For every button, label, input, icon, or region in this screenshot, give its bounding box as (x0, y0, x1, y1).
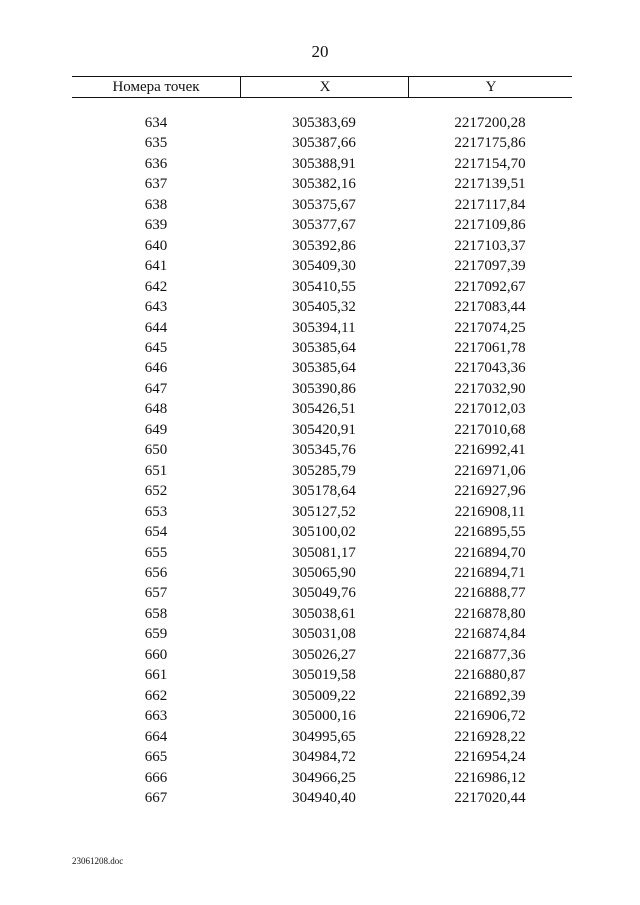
page-number: 20 (311, 42, 329, 61)
y-coordinate-cell: 2216880,87 (454, 667, 526, 684)
table-row (72, 768, 572, 788)
point-number-cell: 651 (144, 462, 168, 479)
point-number-cell: 661 (144, 667, 168, 684)
point-number-cell: 634 (144, 115, 168, 131)
point-number-cell: 644 (144, 319, 168, 336)
point-number-cell: 653 (144, 503, 168, 520)
x-coordinate-cell: 305049,76 (292, 585, 356, 602)
x-coordinate-cell: 304966,25 (292, 769, 356, 786)
x-coordinate-cell: 305019,58 (292, 667, 356, 684)
point-number-cell: 645 (144, 339, 168, 356)
point-number-cell: 655 (144, 544, 168, 561)
x-coordinate-cell: 305377,67 (292, 217, 356, 234)
x-coordinate-cell: 305081,17 (292, 544, 356, 561)
y-coordinate-cell: 2216894,71 (454, 564, 526, 581)
point-number-cell: 654 (144, 524, 168, 541)
table-row (72, 563, 572, 583)
point-number-cell: 647 (144, 380, 168, 397)
table-row (72, 297, 572, 317)
x-coordinate-cell: 305385,64 (292, 360, 356, 377)
x-coordinate-cell: 305405,32 (292, 299, 356, 316)
point-number-cell: 642 (144, 278, 168, 295)
x-coordinate-cell: 305385,64 (292, 339, 356, 356)
y-coordinate-cell: 2217061,78 (454, 339, 526, 356)
point-number-cell: 664 (144, 728, 168, 745)
point-number-cell: 657 (144, 585, 168, 602)
y-coordinate-cell: 2216874,84 (454, 626, 526, 643)
y-coordinate-cell: 2217074,25 (454, 319, 526, 336)
point-number-cell: 636 (144, 155, 168, 172)
table-row (72, 502, 572, 522)
point-number-cell: 658 (144, 605, 168, 622)
y-coordinate-cell: 2217010,68 (454, 421, 526, 438)
point-number-cell: 665 (144, 749, 168, 766)
table-row (72, 440, 572, 460)
table-row (72, 358, 572, 378)
table-header (72, 76, 572, 98)
point-number-cell: 643 (144, 299, 168, 316)
x-coordinate-cell: 305388,91 (292, 155, 356, 172)
table-row (72, 399, 572, 419)
y-coordinate-cell: 2216986,12 (454, 769, 526, 786)
table-row (72, 277, 572, 297)
x-coordinate-cell: 305038,61 (292, 605, 356, 622)
y-coordinate-cell: 2216877,36 (454, 646, 526, 663)
table-row (72, 318, 572, 338)
point-number-cell: 639 (144, 217, 168, 234)
point-number-cell: 662 (144, 687, 168, 704)
table-row (72, 215, 572, 235)
x-coordinate-cell: 305390,86 (292, 380, 356, 397)
y-coordinate-cell: 2217103,37 (454, 237, 526, 254)
column-header-y: Y (408, 77, 573, 97)
y-coordinate-cell: 2217175,86 (454, 135, 526, 152)
y-coordinate-cell: 2216906,72 (454, 708, 526, 725)
x-coordinate-cell: 305394,11 (292, 319, 356, 336)
point-number-cell: 663 (144, 708, 168, 725)
point-number-cell: 660 (144, 646, 168, 663)
x-coordinate-cell: 305100,02 (292, 524, 356, 541)
x-coordinate-cell: 304995,65 (292, 728, 356, 745)
point-number-cell: 667 (144, 789, 168, 806)
x-coordinate-cell: 305065,90 (292, 564, 356, 581)
y-coordinate-cell: 2217092,67 (454, 278, 526, 295)
y-coordinate-cell: 2217020,44 (454, 789, 526, 806)
point-number-cell: 641 (144, 258, 168, 275)
y-coordinate-cell: 2216894,70 (454, 544, 526, 561)
table-row (72, 543, 572, 563)
table-row (72, 727, 572, 747)
column-header-x: X (240, 77, 409, 97)
y-coordinate-cell: 2217012,03 (454, 401, 526, 418)
document-filename: 23061208.doc (72, 856, 124, 866)
y-coordinate-cell: 2216878,80 (454, 605, 526, 622)
y-coordinate-cell: 2217154,70 (454, 155, 526, 172)
table-row (72, 624, 572, 644)
x-coordinate-cell: 305387,66 (292, 135, 356, 152)
x-coordinate-cell: 305127,52 (292, 503, 356, 520)
y-coordinate-cell: 2216892,39 (454, 687, 526, 704)
table-row (72, 133, 572, 153)
table-row (72, 461, 572, 481)
coordinates-table-body (72, 113, 572, 808)
x-coordinate-cell: 304940,40 (292, 789, 356, 806)
x-coordinate-cell: 305420,91 (292, 421, 356, 438)
y-coordinate-cell: 2217139,51 (454, 176, 526, 193)
table-row (72, 379, 572, 399)
table-row (72, 583, 572, 603)
x-coordinate-cell: 305178,64 (292, 483, 356, 500)
y-coordinate-cell: 2216954,24 (454, 749, 526, 766)
y-coordinate-cell: 2217083,44 (454, 299, 526, 316)
y-coordinate-cell: 2216888,77 (454, 585, 526, 602)
table-row (72, 665, 572, 685)
table-row (72, 195, 572, 215)
point-number-cell: 640 (144, 237, 168, 254)
y-coordinate-cell: 2217097,39 (454, 258, 526, 275)
table-row (72, 686, 572, 706)
table-row (72, 338, 572, 358)
x-coordinate-cell: 305410,55 (292, 278, 356, 295)
point-number-cell: 649 (144, 421, 168, 438)
y-coordinate-cell: 2217117,84 (454, 196, 526, 213)
table-row (72, 481, 572, 501)
x-coordinate-cell: 305426,51 (292, 401, 356, 418)
x-coordinate-cell: 305009,22 (292, 687, 356, 704)
y-coordinate-cell: 2216908,11 (454, 503, 526, 520)
table-row (72, 174, 572, 194)
point-number-cell: 646 (144, 360, 168, 377)
table-row (72, 236, 572, 256)
y-coordinate-cell: 2216992,41 (454, 442, 526, 459)
x-coordinate-cell: 305031,08 (292, 626, 356, 643)
point-number-cell: 666 (144, 769, 168, 786)
y-coordinate-cell: 2217200,28 (454, 115, 526, 131)
table-row (72, 604, 572, 624)
y-coordinate-cell: 2216971,06 (454, 462, 526, 479)
x-coordinate-cell: 304984,72 (292, 749, 356, 766)
table-row (72, 706, 572, 726)
x-coordinate-cell: 305026,27 (292, 646, 356, 663)
table-row (72, 113, 572, 133)
point-number-cell: 652 (144, 483, 168, 500)
table-row (72, 788, 572, 808)
table-row (72, 154, 572, 174)
point-number-cell: 656 (144, 564, 168, 581)
x-coordinate-cell: 305375,67 (292, 196, 356, 213)
point-number-cell: 635 (144, 135, 168, 152)
table-row (72, 256, 572, 276)
point-number-cell: 650 (144, 442, 168, 459)
x-coordinate-cell: 305409,30 (292, 258, 356, 275)
table-row (72, 522, 572, 542)
point-number-cell: 637 (144, 176, 168, 193)
x-coordinate-cell: 305000,16 (292, 708, 356, 725)
y-coordinate-cell: 2217109,86 (454, 217, 526, 234)
x-coordinate-cell: 305382,16 (292, 176, 356, 193)
table-row (72, 420, 572, 440)
y-coordinate-cell: 2217032,90 (454, 380, 526, 397)
y-coordinate-cell: 2217043,36 (454, 360, 526, 377)
point-number-cell: 659 (144, 626, 168, 643)
column-header-point-numbers: Номера точек (112, 79, 200, 95)
point-number-cell: 648 (144, 401, 168, 418)
x-coordinate-cell: 305285,79 (292, 462, 356, 479)
point-number-cell: 638 (144, 196, 168, 213)
y-coordinate-cell: 2216928,22 (454, 728, 526, 745)
table-row (72, 747, 572, 767)
y-coordinate-cell: 2216927,96 (454, 483, 526, 500)
table-row (72, 645, 572, 665)
x-coordinate-cell: 305383,69 (292, 115, 356, 131)
x-coordinate-cell: 305392,86 (292, 237, 356, 254)
y-coordinate-cell: 2216895,55 (454, 524, 526, 541)
x-coordinate-cell: 305345,76 (292, 442, 356, 459)
